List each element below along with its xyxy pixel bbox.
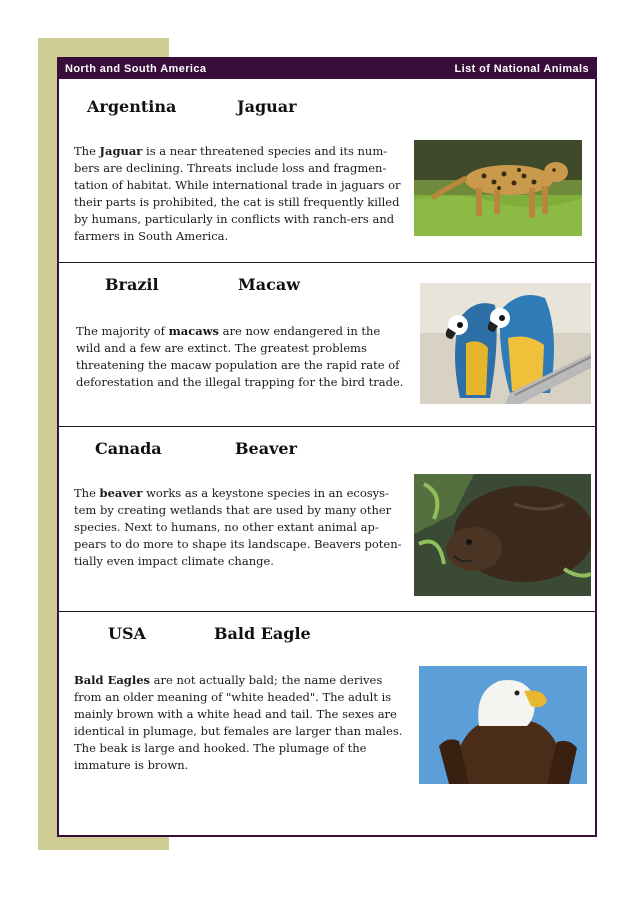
country-name: Brazil <box>105 275 159 294</box>
header-region-title: North and South America <box>65 63 207 75</box>
bald-eagle-photo <box>419 666 587 784</box>
animal-description: The majority of macaws are now endangered in the wild and a few are extinct. The greatest problems threatening the macaw population are the rapid rate of deforestation and the illegal trapping for the bird trade. <box>76 324 404 389</box>
entry-brazil <box>59 263 595 427</box>
animal-name-bold: macaws <box>168 324 220 338</box>
macaw-photo <box>420 283 591 404</box>
entry-usa <box>59 612 595 837</box>
animal-name: Beaver <box>235 439 297 458</box>
country-name: USA <box>108 624 146 643</box>
page-frame <box>57 57 597 837</box>
animal-name: Macaw <box>238 275 300 294</box>
animal-description: Bald Eagles are not actually bald; the name derives from an older meaning of "white headed". The adult is mainly brown with a white head and tail. The sexes are identical in plumage, but females are larger than males. The beak is large and hooked. The plumage of the immature is brown. <box>74 673 403 772</box>
animal-name-bold: Jaguar <box>99 144 143 158</box>
animal-name: Bald Eagle <box>214 624 311 643</box>
animal-description: The Jaguar is a near threatened species and its num-bers are declining. Threats include loss and fragmen-tation of habitat. While international trade in jaguars or their parts is prohibited, the cat is still frequently killed by humans, particularly in conflicts with ranch-ers and farmers in South America. <box>74 144 401 243</box>
country-name: Argentina <box>87 97 177 116</box>
animal-description: The beaver works as a keystone species in an ecosys-tem by creating wetlands that are used by many other species. Next to humans, no other extant animal ap-pears to do more to shape its landscape. Beavers poten-tially even impact climate change. <box>74 486 402 568</box>
entry-argentina <box>59 59 595 263</box>
animal-name-bold: Bald Eagles <box>74 673 151 687</box>
entry-canada <box>59 427 595 612</box>
animal-name: Jaguar <box>237 97 297 116</box>
country-name: Canada <box>95 439 162 458</box>
animal-name-bold: beaver <box>99 486 143 500</box>
header-list-title: List of National Animals <box>454 63 589 75</box>
jaguar-photo <box>414 140 582 236</box>
beaver-photo <box>414 474 591 596</box>
